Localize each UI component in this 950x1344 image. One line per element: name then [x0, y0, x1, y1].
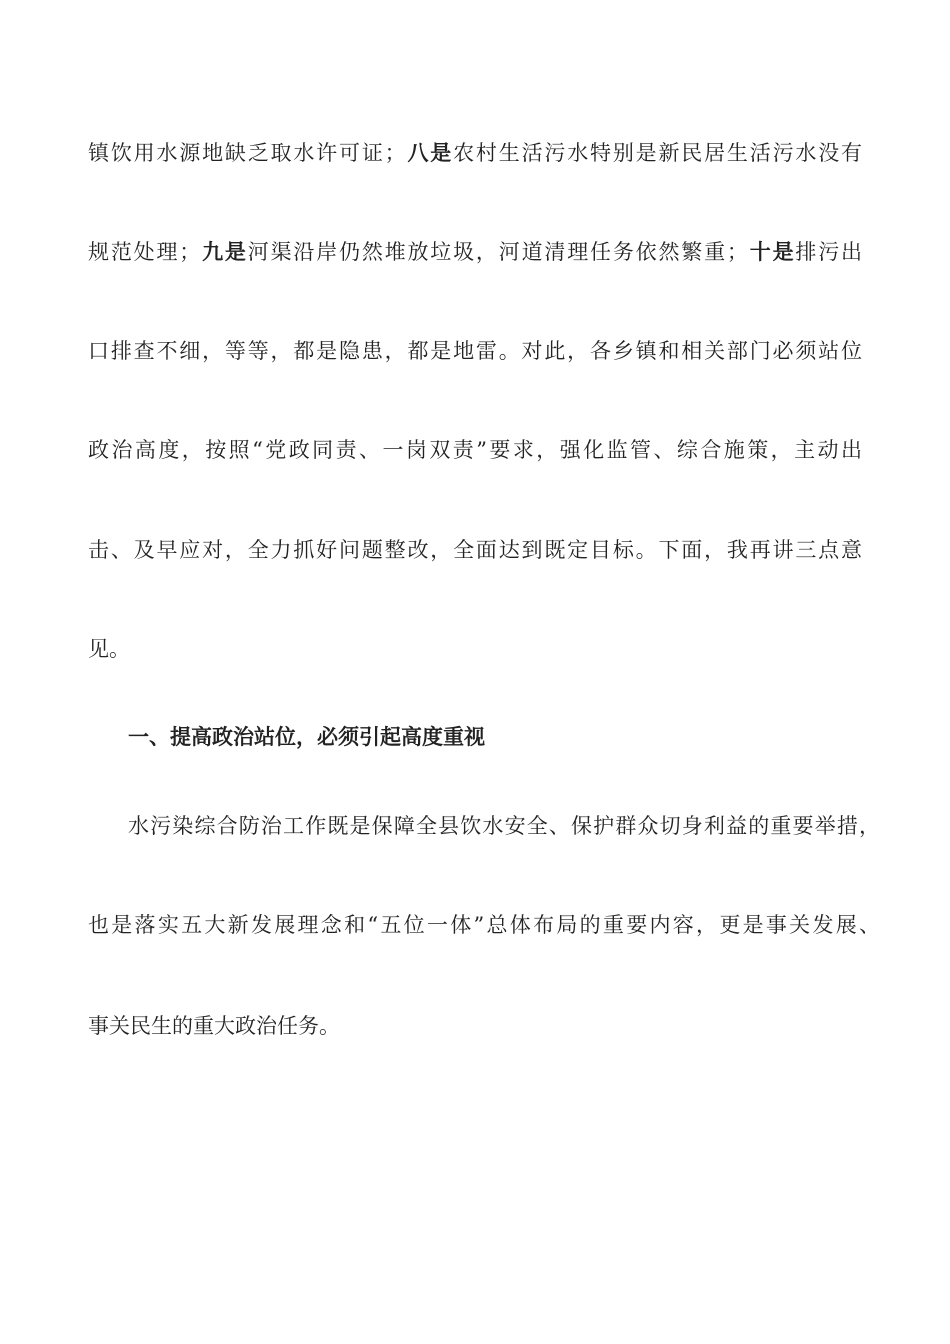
body-line-4: 政治高度，按照“党政同责、一岗双责”要求，强化监管、综合施策，主动出	[88, 438, 862, 462]
body-line-3: 口排查不细，等等，都是隐患，都是地雷。对此，各乡镇和相关部门必须站位	[88, 339, 862, 363]
line-2-bold-jiu: 九是	[200, 239, 248, 264]
body-line-6: 见。	[88, 637, 130, 661]
body-line-5: 击、及早应对，全力抓好问题整改，全面达到既定目标。下面，我再讲三点意	[88, 538, 862, 562]
paragraph-2-line-3: 事关民生的重大政治任务。	[88, 1014, 340, 1038]
line-1-bold-ba: 八是	[405, 140, 454, 165]
body-line-2	[88, 237, 862, 267]
section-heading: 一、提高政治站位，必须引起高度重视	[128, 725, 485, 749]
line-2-text-b: 河渠沿岸仍然堆放垃圾，河道清理任务依然繁重；	[247, 240, 748, 264]
line-2-text-c: 排污出	[795, 240, 862, 264]
line-1-text-a: 镇饮用水源地缺乏取水许可证；	[88, 141, 406, 165]
line-2-bold-shi: 十是	[747, 239, 796, 264]
body-line-1	[88, 138, 862, 168]
paragraph-2-line-1: 水污染综合防治工作既是保障全县饮水安全、保护群众切身利益的重要举措，	[128, 814, 880, 838]
paragraph-2-line-2: 也是落实五大新发展理念和“五位一体”总体布局的重要内容，更是事关发展、	[88, 913, 880, 937]
line-1-text-b: 农村生活污水特别是新民居生活污水没有	[453, 141, 862, 165]
line-2-text-a: 规范处理；	[88, 240, 201, 264]
